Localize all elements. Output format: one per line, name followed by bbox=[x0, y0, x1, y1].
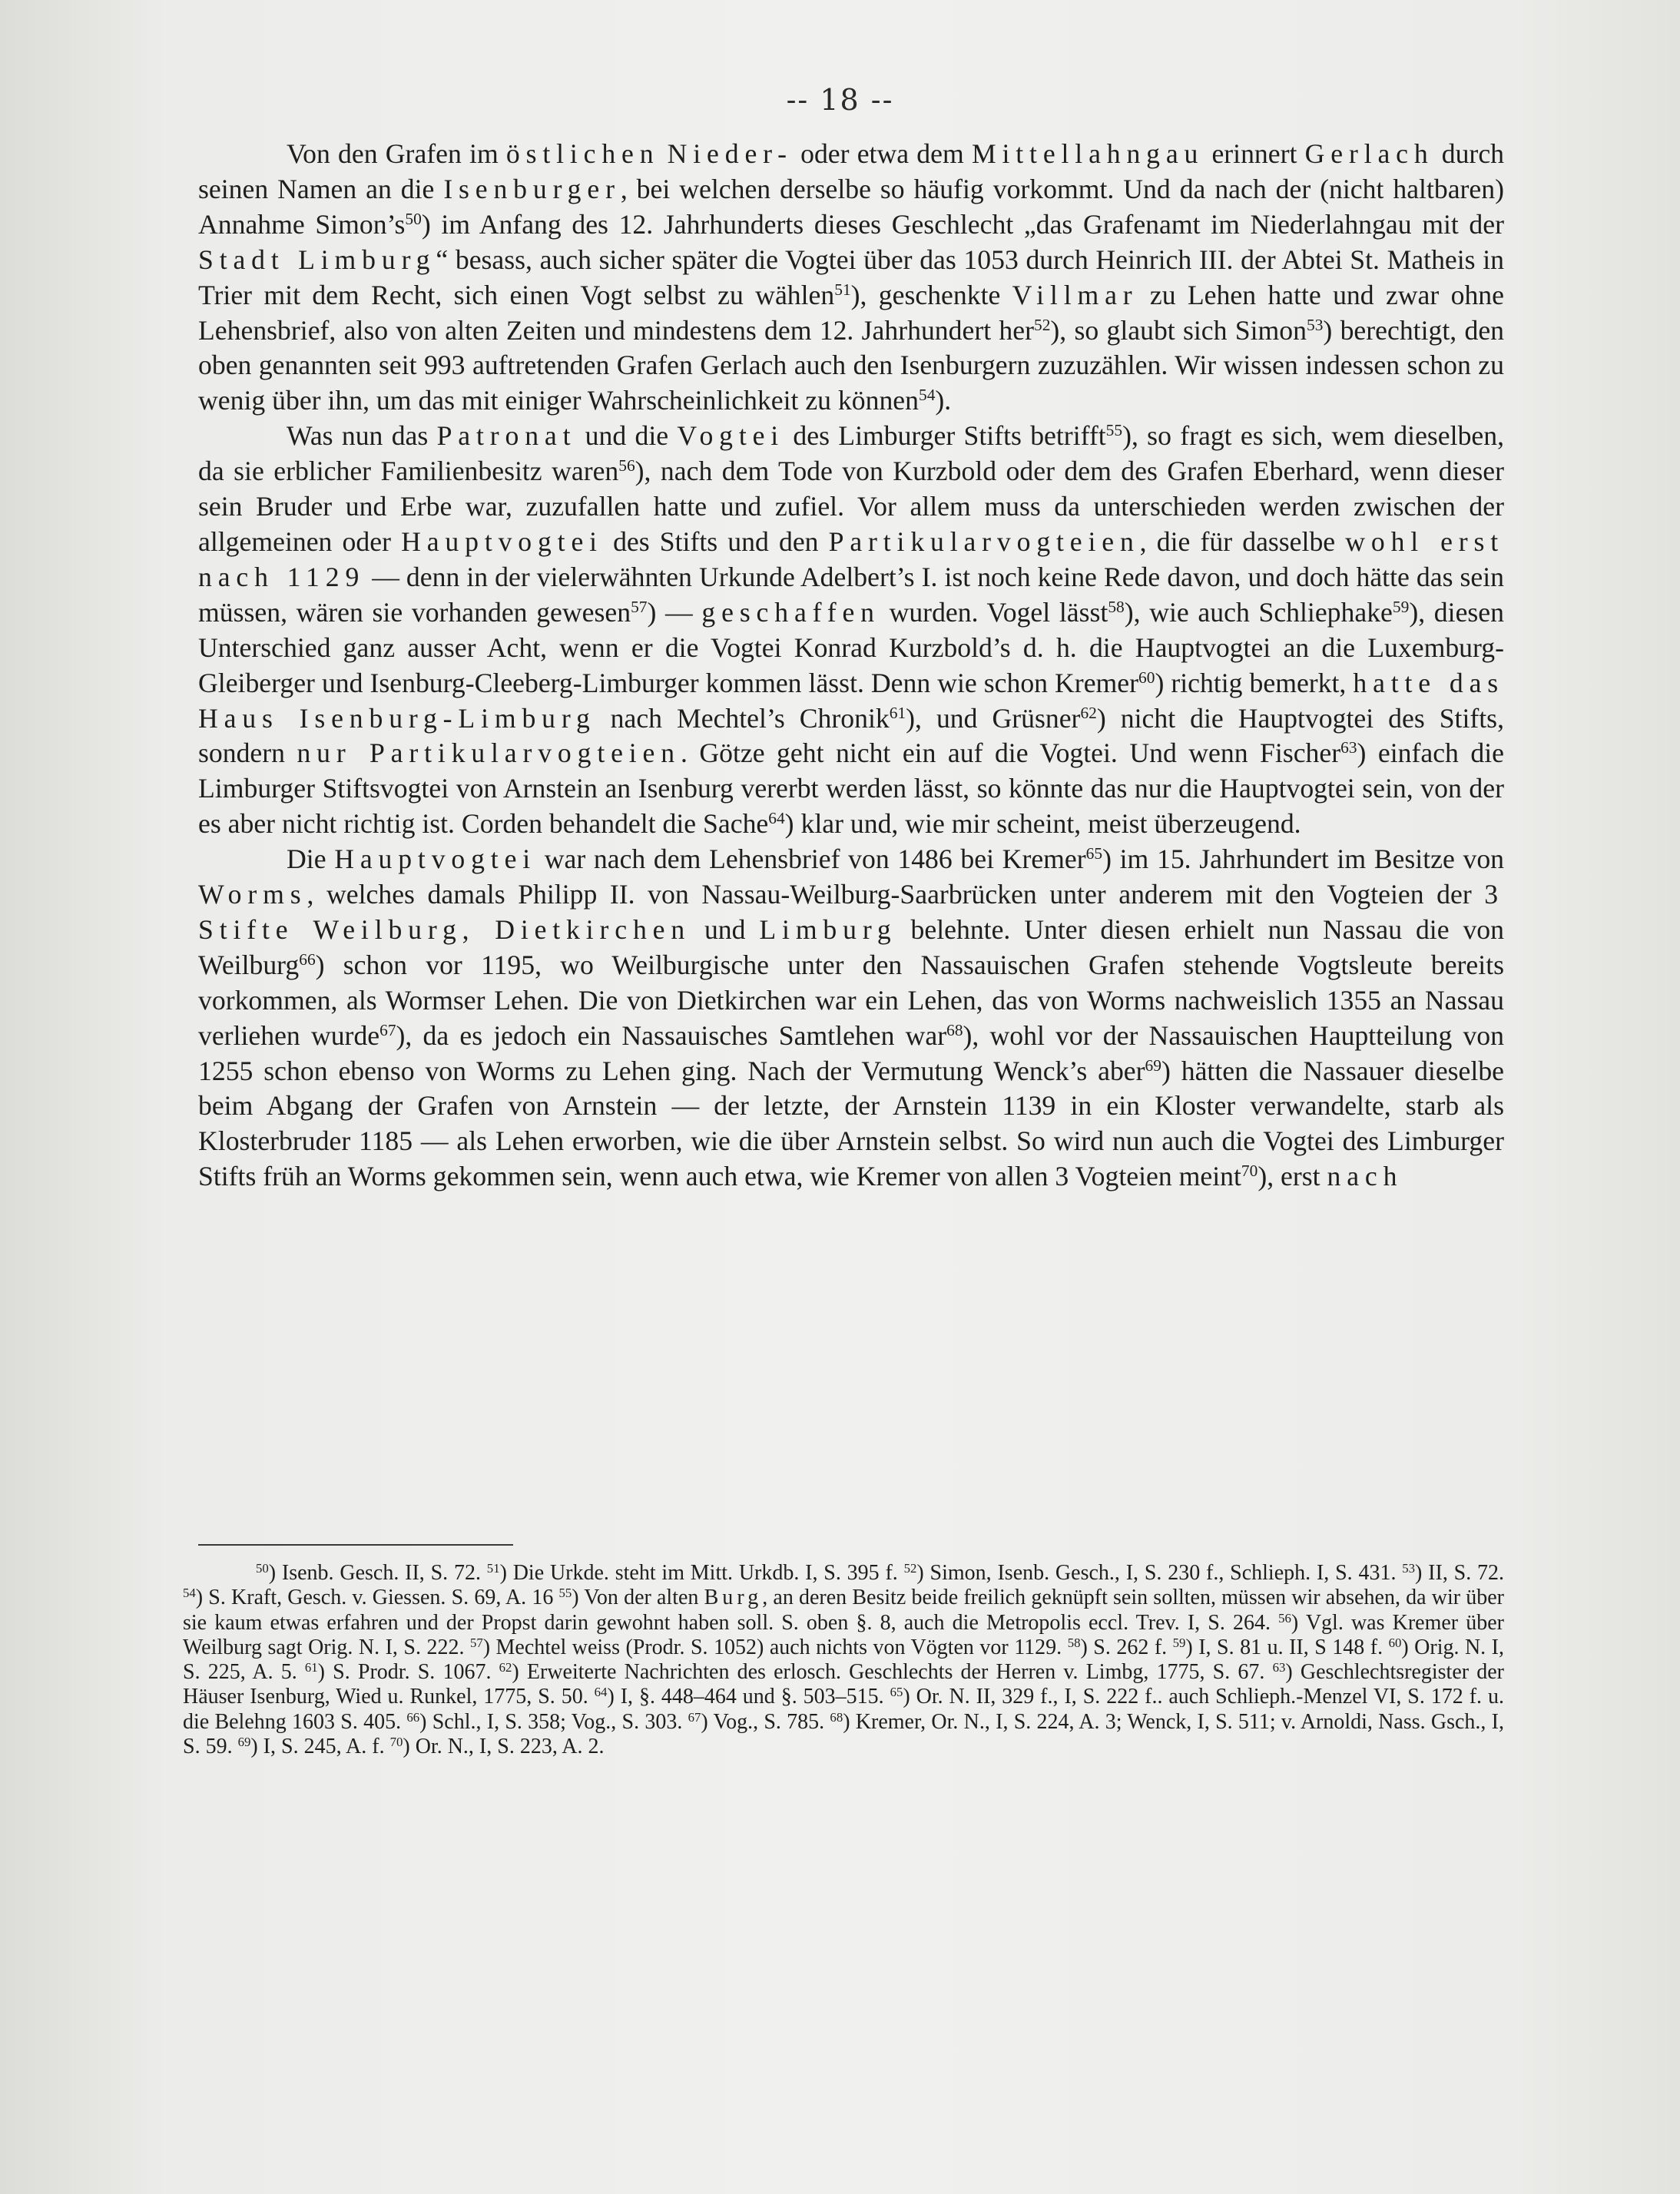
text-run: ) Schl., I, S. 358; Vog., S. 303. bbox=[419, 1709, 688, 1734]
text-run: ) Geschlechtsregister der Häuser Isenburg, Wied u. Runkel, 1775, S. 50. bbox=[183, 1660, 1504, 1709]
text-run: ), so fragt es sich, wem dieselben, da sie erblicher Familienbesitz waren bbox=[198, 420, 1505, 487]
text-run: ) Or. N. II, 329 f., I, S. 222 f.. auch Schlieph.-Menzel VI, S. 172 f. u. die Belehng 1603 S. 405. bbox=[183, 1685, 1504, 1734]
footnote-reference: 51 bbox=[486, 1560, 500, 1576]
text-run: ) im Anfang des 12. Jahrhunderts dieses Geschlecht „das Grafenamt im Niederlahngau mit der bbox=[421, 208, 1504, 240]
footnote-reference: 67 bbox=[379, 1020, 396, 1039]
text-run: Von den Grafen im bbox=[287, 138, 506, 169]
text-run: des Limburger Stifts betrifft bbox=[784, 420, 1106, 452]
emphasized-text: 3 Stifte Weilburg, Dietkirchen bbox=[198, 879, 1504, 945]
emphasized-text: wohl erst nach 1129 bbox=[198, 525, 1505, 592]
footnote-reference: 50 bbox=[405, 210, 422, 229]
footnote-reference: 63 bbox=[1272, 1659, 1286, 1675]
emphasized-text: Hauptvogtei bbox=[401, 525, 603, 557]
footnote-reference: 52 bbox=[903, 1560, 917, 1576]
text-run: ) Orig. N. I, S. 225, A. 5. bbox=[183, 1635, 1504, 1685]
footnote-reference: 57 bbox=[469, 1635, 483, 1650]
emphasized-text: hatte das Haus Isenburg-Limburg bbox=[198, 667, 1504, 734]
footnote-reference: 69 bbox=[1145, 1056, 1161, 1075]
emphasized-text: Vogtei bbox=[677, 420, 785, 452]
text-run: und die bbox=[576, 420, 678, 452]
emphasized-text: Nieder- bbox=[667, 138, 793, 169]
footnote-reference: 64 bbox=[768, 809, 785, 828]
page-number: -- 18 -- bbox=[786, 83, 894, 117]
emphasized-text: Partikularvogteien bbox=[828, 525, 1140, 557]
text-run: ) S. 262 f. bbox=[1080, 1635, 1173, 1659]
text-run: ), diesen Unterschied ganz ausser Acht, wenn er die Vogtei Konrad Kurzbold’s d. h. die Hauptvogtei an die Luxemburg-Gleiberger und Isenburg-Cleeberg-Limburger kommen lässt. Denn wie schon Kremer bbox=[198, 596, 1504, 698]
footnote-reference: 68 bbox=[830, 1709, 843, 1725]
footnote-reference: 60 bbox=[1388, 1635, 1402, 1650]
text-run: ) Isenb. Gesch. II, S. 72. bbox=[268, 1561, 487, 1585]
text-run: , die für dasselbe bbox=[1139, 525, 1346, 557]
footnote-reference: 55 bbox=[1105, 421, 1123, 440]
footnote-reference: 65 bbox=[890, 1685, 903, 1700]
footnote-reference: 56 bbox=[1278, 1610, 1291, 1626]
footnote-reference: 64 bbox=[594, 1685, 608, 1700]
text-run: ), und Grüsner bbox=[906, 702, 1081, 734]
text-run: ) I, §. 448–464 und §. 503–515. bbox=[607, 1685, 890, 1709]
footnote-reference: 67 bbox=[688, 1709, 701, 1725]
footnote-reference: 55 bbox=[558, 1586, 572, 1601]
footnotes bbox=[183, 1561, 1504, 1759]
footnote-reference: 59 bbox=[1392, 598, 1410, 617]
footnote-reference: 56 bbox=[618, 456, 635, 476]
text-run: ) Simon, Isenb. Gesch., I, S. 230 f., Schlieph. I, S. 431. bbox=[916, 1561, 1403, 1585]
text-run: ) Kremer, Or. N., I, S. 224, A. 3; Wenck, I, S. 511; v. Arnoldi, Nass. Gsch., I, S. 59. bbox=[183, 1709, 1504, 1759]
footnote-reference: 70 bbox=[1241, 1162, 1258, 1181]
text-run: ) I, S. 245, A. f. bbox=[250, 1735, 390, 1759]
text-run: belehnte. Unter diesen erhielt nun Nassau die von Weilburg bbox=[198, 913, 1504, 980]
text-run: ) — bbox=[647, 596, 702, 628]
footnote-reference: 62 bbox=[1080, 703, 1097, 722]
text-run: ), geschenkte bbox=[850, 279, 1012, 310]
text-run: , an deren Besitz beide freilich geknüpft sein sollten, müssen wir absehen, da wir über sie kaum etwas erfahren und der Propst darin gewohnt haben soll. S. oben §. 8, auch die Metropolis eccl. Trev. I, S. 264. bbox=[183, 1586, 1504, 1635]
text-run: ) Or. N., I, S. 223, A. 2. bbox=[403, 1735, 605, 1759]
emphasized-text: Stadt Limburg bbox=[198, 244, 436, 275]
footnote-reference: 53 bbox=[1402, 1560, 1416, 1576]
text-run: nach Mechtel’s Chronik bbox=[595, 702, 890, 734]
text-run: ) nicht die Hauptvogtei des Stifts, sondern bbox=[198, 702, 1504, 769]
text-run: ) Mechtel weiss (Prodr. S. 1052) auch nichts von Vögten vor 1129. bbox=[482, 1635, 1068, 1659]
text-run: . Götze geht nicht ein auf die Vogtei. Und wenn Fischer bbox=[680, 737, 1341, 769]
text-run: — denn in der vielerwähnten Urkunde Adelbert’s I. ist noch keine Rede davon, und doch hätte das sein müssen, wären sie vorhanden gewesen bbox=[198, 561, 1504, 628]
text-run: Die bbox=[287, 843, 335, 875]
main-text bbox=[198, 137, 1504, 1195]
text-run: durch seinen Namen an die bbox=[198, 138, 1505, 204]
text-run: ), nach dem Tode von Kurzbold oder dem des Grafen Eberhard, wenn dieser sein Bruder und Erbe war, zuzufallen hatte und zufiel. Vor allem muss da unterschieden werden zwischen der allgemeinen oder bbox=[198, 456, 1504, 557]
text-run: , bei welchen derselbe so häufig vorkommt. Und da nach der (nicht haltbaren) Annahme Simon’s bbox=[198, 173, 1504, 240]
text-run: “ besass, auch sicher später die Vogtei über das 1053 durch Heinrich III. der Abtei St. Matheis in Trier mit dem Recht, sich einen Vogt selbst zu wählen bbox=[198, 244, 1504, 310]
emphasized-text: Burg bbox=[704, 1586, 763, 1610]
footnote-reference: 54 bbox=[183, 1586, 196, 1601]
footnote-reference: 65 bbox=[1085, 844, 1103, 863]
text-run: und bbox=[691, 913, 760, 945]
footnote-reference: 69 bbox=[237, 1734, 251, 1749]
emphasized-text: Villmar bbox=[1012, 279, 1138, 310]
emphasized-text: Limburg bbox=[759, 913, 897, 945]
text-run: ) Von der alten bbox=[572, 1586, 704, 1610]
emphasized-text: Hauptvogtei bbox=[334, 843, 537, 875]
emphasized-text: Gerlach bbox=[1304, 138, 1434, 169]
emphasized-text: Isenburger bbox=[443, 173, 621, 204]
text-run: ) im 15. Jahrhundert im Besitze von bbox=[1102, 843, 1505, 875]
footnote-reference: 66 bbox=[299, 950, 316, 969]
text-run: ) Erweiterte Nachrichten des erlosch. Geschlechts der Herren v. Limbg, 1775, S. 67. bbox=[512, 1660, 1273, 1685]
footnote-reference: 62 bbox=[499, 1659, 512, 1675]
text-run: wurden. Vogel lässt bbox=[880, 596, 1108, 628]
text-run: war nach dem Lehensbrief von 1486 bei Kremer bbox=[536, 843, 1086, 875]
text-run: ) II, S. 72. bbox=[1415, 1561, 1505, 1585]
text-run bbox=[659, 138, 667, 169]
footnote-reference: 54 bbox=[918, 386, 936, 405]
text-run: ) schon vor 1195, wo Weilburgische unter den Nassauischen Grafen stehende Vogtsleute bereits vorkommen, als Wormser Lehen. Die von Dietkirchen war ein Lehen, das von Worms nachweislich 1355 an Nassau verliehen wurde bbox=[198, 949, 1504, 1051]
text-run: ) Die Urkde. steht im Mitt. Urkdb. I, S. 395 f. bbox=[499, 1561, 904, 1585]
footnote-separator bbox=[198, 1544, 513, 1546]
emphasized-text: nur Partikularvogteien bbox=[297, 737, 681, 769]
text-run: , welches damals Philipp II. von Nassau-Weilburg-Saarbrücken unter anderem mit den Vogteien der bbox=[307, 879, 1485, 910]
footnote-reference: 53 bbox=[1307, 315, 1324, 334]
footnote-reference: 68 bbox=[946, 1020, 963, 1039]
text-run: ) Vgl. was Kremer über Weilburg sagt Orig. N. I, S. 222. bbox=[183, 1610, 1504, 1659]
footnote-reference: 66 bbox=[406, 1709, 420, 1725]
emphasized-text: Patronat bbox=[436, 420, 577, 452]
text-run: zu Lehen hatte und zwar ohne Lehensbrief, also von alten Zeiten und mindestens dem 12. Jahrhundert her bbox=[198, 279, 1504, 346]
text-run: ) Vog., S. 785. bbox=[701, 1709, 830, 1734]
text-run: ) I, S. 81 u. II, S 148 f. bbox=[1185, 1635, 1389, 1659]
footnote-reference: 70 bbox=[389, 1734, 403, 1749]
text-run: ). bbox=[935, 385, 952, 416]
footnote-reference: 57 bbox=[631, 598, 648, 617]
footnote-reference: 59 bbox=[1172, 1635, 1186, 1650]
paragraph-2 bbox=[198, 419, 1504, 842]
footnote-reference: 50 bbox=[256, 1560, 269, 1576]
text-run: des Stifts und den bbox=[602, 525, 829, 557]
text-run: oder etwa dem bbox=[792, 138, 972, 169]
text-run: ) klar und, wie mir scheint, meist überzeugend. bbox=[784, 808, 1301, 840]
emphasized-text: Mittellahngau bbox=[971, 138, 1204, 169]
footnote-reference: 58 bbox=[1067, 1635, 1081, 1650]
text-run: erinnert bbox=[1204, 138, 1305, 169]
footnote-reference: 61 bbox=[889, 703, 906, 722]
paragraph-1 bbox=[198, 137, 1504, 419]
text-run: ), erst bbox=[1258, 1161, 1327, 1192]
text-run: ) hätten die Nassauer dieselbe beim Abgang der Grafen von Arnstein — der letzte, der Arnstein 1139 in ein Kloster verwandelte, starb als Klosterbruder 1185 — als Lehen erworben, wie die über Arnstein selbst. So wird nun auch die Vogtei des Limburger Stifts früh an Worms gekommen sein, wenn auch etwa, wie Kremer von allen 3 Vogteien meint bbox=[198, 1055, 1504, 1192]
text-run: ) berechtigt, den oben genannten seit 993 auftretenden Grafen Gerlach auch den Isenburgern zuzuzählen. Wir wissen indessen schon zu wenig über ihn, um das mit einiger Wahrscheinlichkeit zu können bbox=[198, 314, 1505, 416]
text-run: Was nun das bbox=[287, 420, 437, 452]
text-run: ), wohl vor der Nassauischen Hauptteilung von 1255 schon ebenso von Worms zu Lehen ging. Nach der Vermutung Wenck’s aber bbox=[198, 1019, 1504, 1086]
text-run: ), da es jedoch ein Nassauisches Samtlehen war bbox=[396, 1019, 947, 1051]
footnote-reference: 51 bbox=[834, 280, 851, 299]
text-run: ), wie auch Schliephake bbox=[1124, 596, 1393, 628]
emphasized-text: geschaffen bbox=[701, 596, 880, 628]
emphasized-text: Worms bbox=[198, 879, 307, 910]
text-run: ) richtig bemerkt, bbox=[1155, 667, 1354, 698]
text-run: ), so glaubt sich Simon bbox=[1050, 314, 1307, 346]
footnote-reference: 61 bbox=[304, 1659, 318, 1675]
footnote-reference: 60 bbox=[1138, 668, 1155, 687]
footnote-reference: 58 bbox=[1108, 598, 1125, 617]
footnote-reference: 63 bbox=[1340, 738, 1357, 757]
emphasized-text: nach bbox=[1327, 1161, 1403, 1192]
emphasized-text: östlichen bbox=[505, 138, 660, 169]
paragraph-3 bbox=[198, 842, 1504, 1195]
text-run: ) einfach die Limburger Stiftsvogtei von Arnstein an Isenburg vererbt werden lässt, so könnte das nur die Hauptvogtei sein, von der es aber nicht richtig ist. Corden behandelt die Sache bbox=[198, 737, 1504, 840]
footnote-reference: 52 bbox=[1033, 315, 1051, 334]
text-run: ) S. Prodr. S. 1067. bbox=[317, 1660, 499, 1685]
text-run: ) S. Kraft, Gesch. v. Giessen. S. 69, A. 16 bbox=[195, 1586, 559, 1610]
